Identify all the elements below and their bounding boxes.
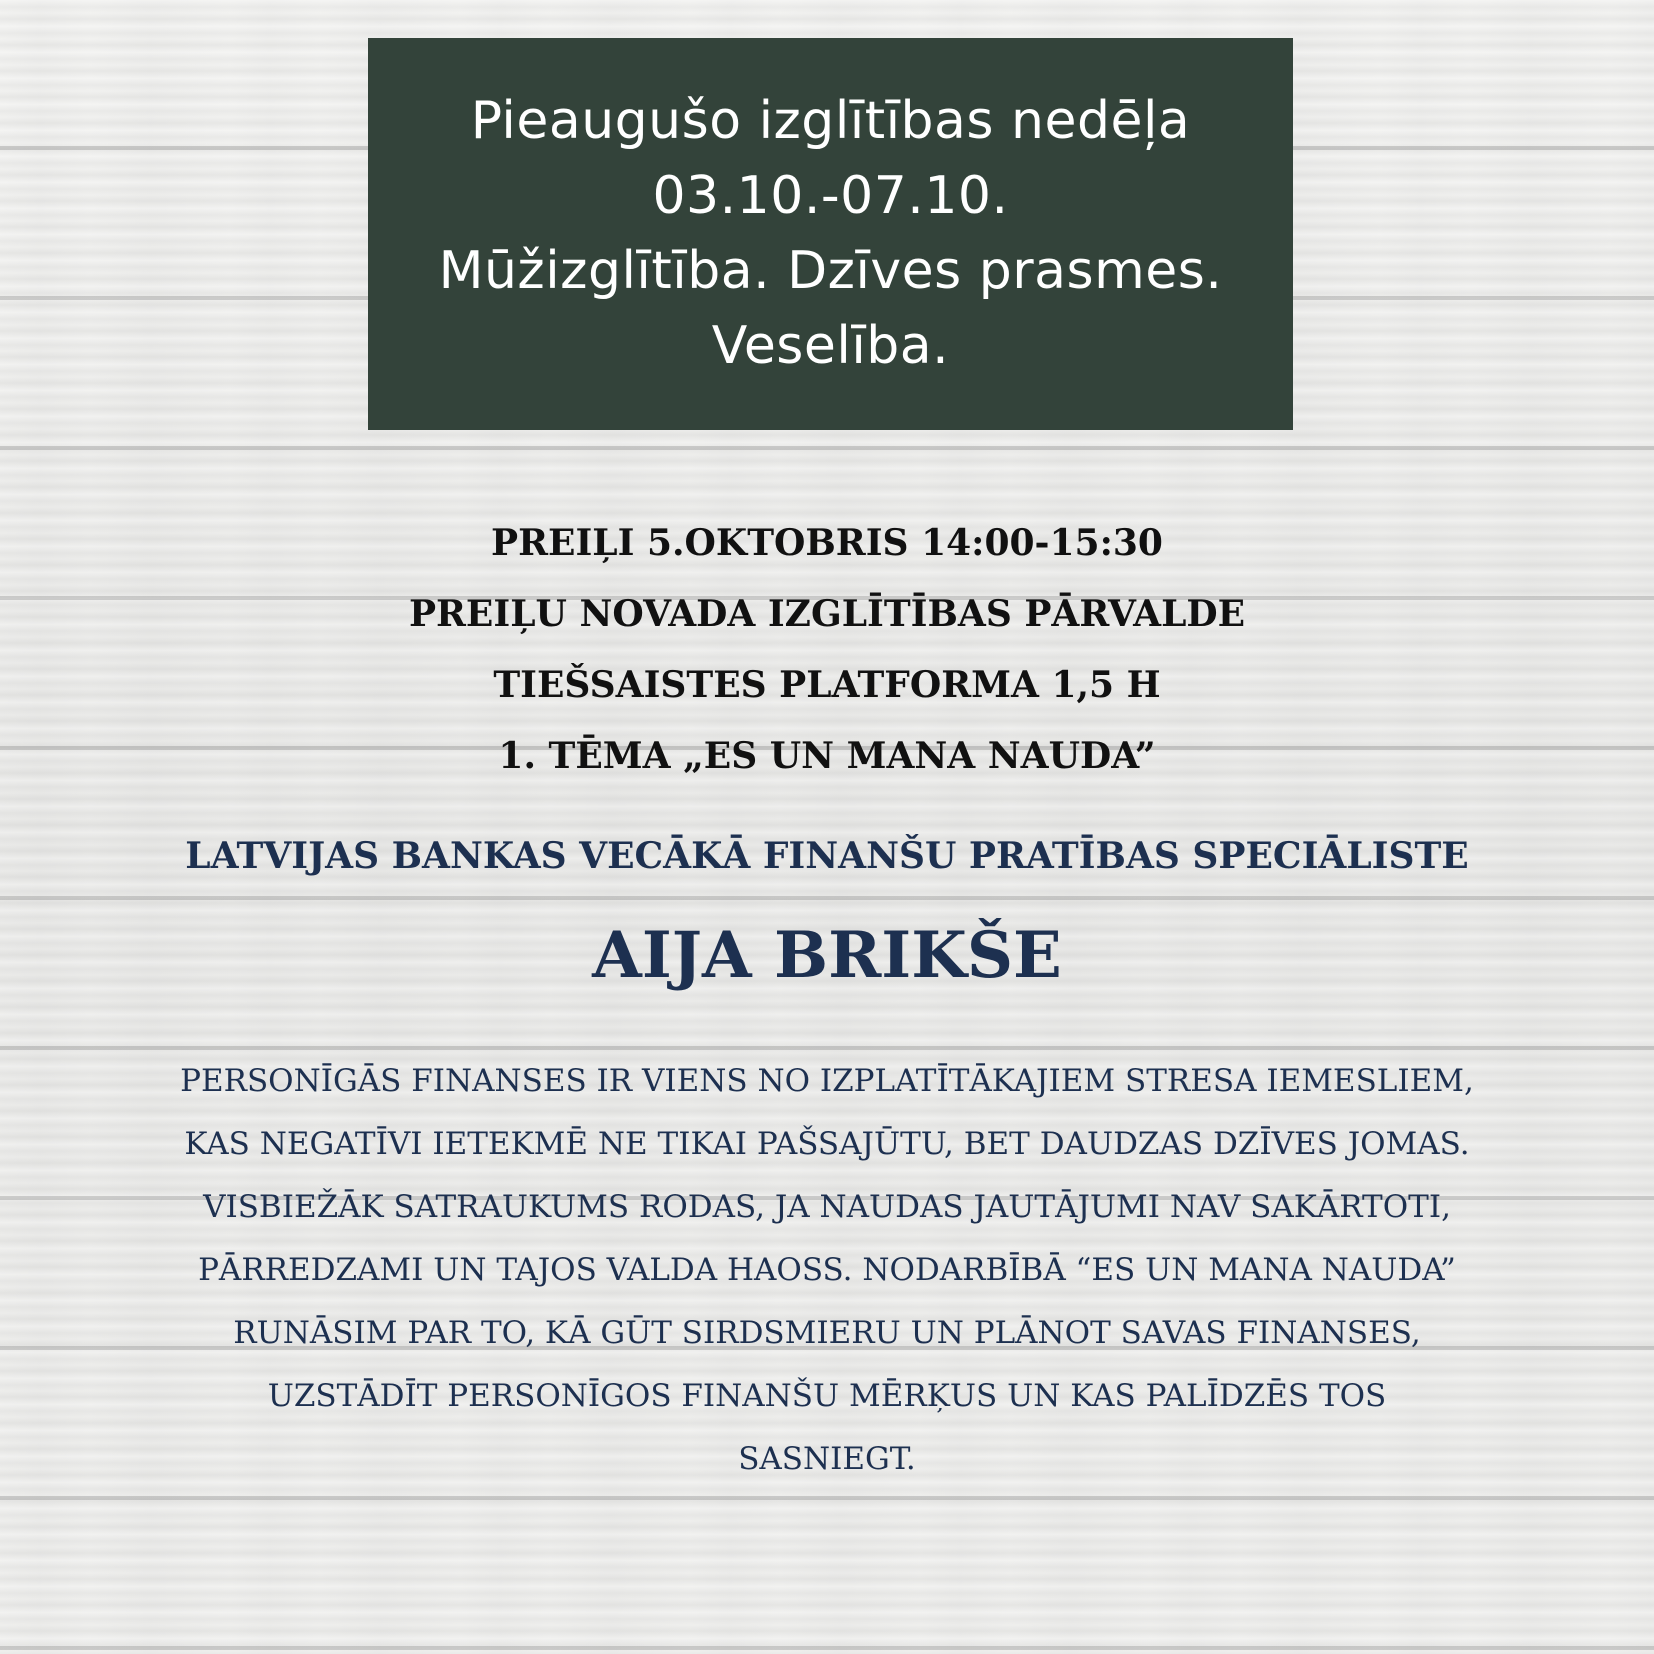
- description-line: KAS NEGATĪVI IETEKMĒ NE TIKAI PAŠSAJŪTU, BET DAUDZAS DZĪVES JOMAS.: [184, 1126, 1470, 1162]
- speaker-name: AIJA BRIKŠE: [592, 918, 1062, 993]
- week-title: Pieaugušo izglītības nedēļa: [470, 91, 1191, 151]
- speaker-title: LATVIJAS BANKAS VECĀKĀ FINANŠU PRATĪBAS SPECIĀLISTE: [185, 835, 1469, 877]
- description-line: VISBIEŽĀK SATRAUKUMS RODAS, JA NAUDAS JAUTĀJUMI NAV SAKĀRTOTI,: [203, 1189, 1451, 1225]
- event-description: [0, 1050, 1654, 1491]
- description-line: SASNIEGT.: [738, 1441, 916, 1477]
- event-topic: 1. TĒMA „ES UN MANA NAUDA”: [498, 735, 1156, 777]
- week-themes-continued: Veselība.: [711, 316, 950, 376]
- description-line: PERSONĪGĀS FINANSES IR VIENS NO IZPLATĪTĀKAJIEM STRESA IEMESLIEM,: [180, 1063, 1474, 1099]
- event-details: [0, 508, 1654, 792]
- description-line: PĀRREDZAMI UN TAJOS VALDA HAOSS. NODARBĪBĀ “ES UN MANA NAUDA”: [198, 1252, 1456, 1288]
- description-line: UZSTĀDĪT PERSONĪGOS FINANŠU MĒRĶUS UN KAS PALĪDZĒS TOS: [267, 1378, 1387, 1414]
- week-themes: Mūžizglītība. Dzīves prasmes.: [438, 241, 1223, 301]
- event-place-date-time: PREIĻI 5.OKTOBRIS 14:00-15:30: [491, 522, 1163, 564]
- description-line: RUNĀSIM PAR TO, KĀ GŪT SIRDSMIERU UN PLĀNOT SAVAS FINANSES,: [233, 1315, 1421, 1351]
- event-platform-duration: TIEŠSAISTES PLATFORMA 1,5 H: [493, 664, 1161, 706]
- week-dates: 03.10.-07.10.: [652, 166, 1009, 226]
- event-organizer: PREIĻU NOVADA IZGLĪTĪBAS PĀRVALDE: [408, 593, 1246, 635]
- header-banner: [368, 38, 1293, 430]
